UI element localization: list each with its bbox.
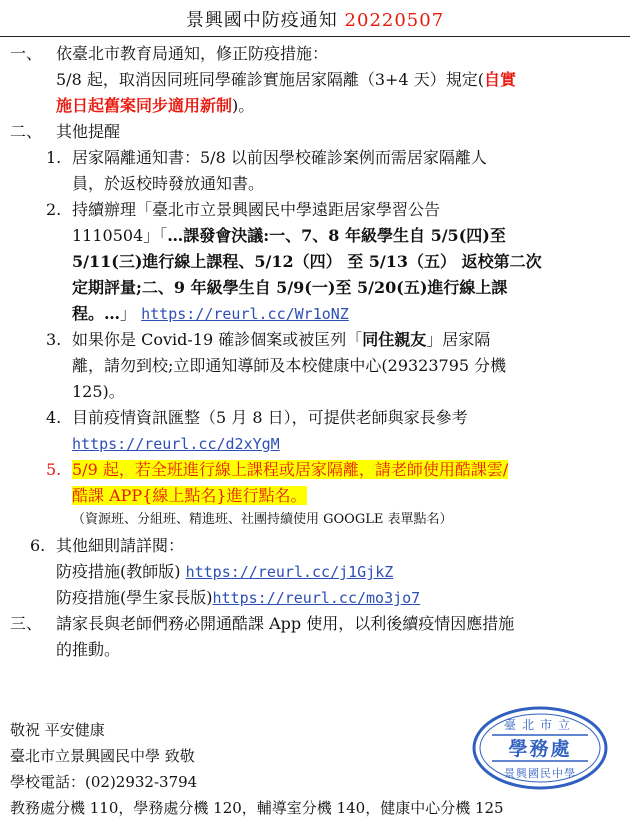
item6-parent-line — [56, 586, 420, 610]
item5-line2-text: 酷課 APP{線上點名}進行點名。 — [72, 486, 307, 505]
section1-line2 — [56, 68, 516, 92]
item2-line2 — [72, 224, 506, 248]
item2-line3: 5/11(三)進行線上課程、5/12（四） 至 5/13（五） 返校第二次 — [72, 252, 542, 271]
item4-number: 4. — [46, 408, 62, 427]
item4-line1: 目前疫情資訊匯整（5 月 8 日），可提供老師與家長參考 — [72, 408, 468, 427]
item2-line2-text: 1110504」「 — [72, 226, 168, 245]
item1-line1: 居家隔離通知書：5/8 以前因學校確診案例而需居家隔離人 — [72, 148, 487, 167]
item2-line5-quote: 」 — [120, 304, 137, 323]
item1-line2: 員，於返校時發放通知書。 — [72, 174, 265, 193]
section1-line2-red: 自實 — [483, 70, 516, 89]
item3-line3: 125)。 — [72, 382, 125, 401]
section3-line2: 的推動。 — [56, 640, 121, 659]
item6-parent-link[interactable]: https://reurl.cc/mo3jo7 — [212, 589, 421, 607]
item2-line5-bold: 程。… — [72, 304, 121, 323]
item6-number: 6. — [30, 536, 46, 555]
item2-number: 2. — [46, 200, 62, 219]
item5-note: （資源班、分組班、精進班、社團持續使用 GOOGLE 表單點名） — [72, 512, 453, 527]
item1-number: 1. — [46, 148, 62, 167]
page-title — [0, 6, 630, 32]
item3-line2: 離，請勿到校;立即通知導師及本校健康中心(29323795 分機 — [72, 356, 507, 375]
footer-phone: 學校電話：(02)2932-3794 — [10, 773, 198, 791]
section1-line3-tail: )。 — [232, 96, 255, 115]
item6-teacher-label: 防疫措施(教師版) — [56, 562, 186, 581]
item6-teacher-line — [56, 560, 393, 584]
item6-parent-label: 防疫措施(學生家長版) — [56, 588, 213, 607]
item3-line1-bold: 同住親友 — [362, 330, 427, 349]
footer-school: 臺北市立景興國民中學 致敬 — [10, 747, 195, 765]
seal-bottom-text: 景興國民中學 — [504, 767, 576, 780]
school-seal — [470, 705, 610, 791]
title-date: 20220507 — [344, 10, 445, 31]
section1-number: 一、 — [10, 44, 43, 63]
item3-line1-text: 如果你是 Covid-19 確診個案或被匡列「 — [72, 330, 363, 349]
item2-line5 — [72, 302, 349, 326]
item6-teacher-link[interactable]: https://reurl.cc/j1GjkZ — [185, 563, 394, 581]
item3-number: 3. — [46, 330, 62, 349]
item6-heading: 其他細則請詳閱： — [56, 536, 185, 555]
seal-top-text: 臺北市立 — [503, 718, 577, 732]
item3-line1 — [72, 328, 490, 352]
footer-extensions: 教務處分機 110，學務處分機 120，輔導室分機 140，健康中心分機 125 — [10, 799, 504, 817]
item5-line2 — [72, 484, 307, 508]
section1-line1: 依臺北市教育局通知，修正防疫措施： — [56, 44, 329, 63]
item3-line1-tail: 」居家隔 — [426, 330, 491, 349]
item2-line1: 持續辦理「臺北市立景興國民中學遠距居家學習公告 — [72, 200, 441, 219]
item4-link-line — [72, 432, 280, 456]
item2-line4: 定期評量;二、9 年級學生自 5/9(一)至 5/20(五)進行線上課 — [72, 278, 508, 297]
footer-greeting: 敬祝 平安健康 — [10, 721, 105, 739]
section3-line1: 請家長與老師們務必開通酷課 App 使用，以利後續疫情因應措施 — [56, 614, 515, 633]
section1-line3 — [56, 94, 254, 118]
seal-center-text: 學務處 — [508, 738, 572, 760]
item5-number: 5. — [46, 460, 62, 479]
item5-line1-text: 5/9 起，若全班進行線上課程或居家隔離，請老師使用酷課雲/ — [72, 460, 509, 479]
item2-line2-bold: …課發會決議:一、7、8 年級學生自 5/5(四)至 — [167, 226, 506, 245]
item5-line1 — [72, 458, 508, 482]
section1-line3-red: 施日起舊案同步適用新制 — [56, 96, 233, 115]
title-text: 景興國中防疫通知 — [185, 10, 345, 31]
title-divider — [0, 36, 630, 37]
section2-number: 二、 — [10, 122, 43, 141]
item2-link[interactable]: https://reurl.cc/Wr1oNZ — [141, 305, 349, 323]
section2-heading: 其他提醒 — [56, 122, 121, 141]
section1-line2-text: 5/8 起，取消因同班同學確診實施居家隔離（3+4 天）規定( — [56, 70, 484, 89]
item4-link[interactable]: https://reurl.cc/d2xYgM — [72, 435, 280, 453]
section3-number: 三、 — [10, 614, 43, 633]
